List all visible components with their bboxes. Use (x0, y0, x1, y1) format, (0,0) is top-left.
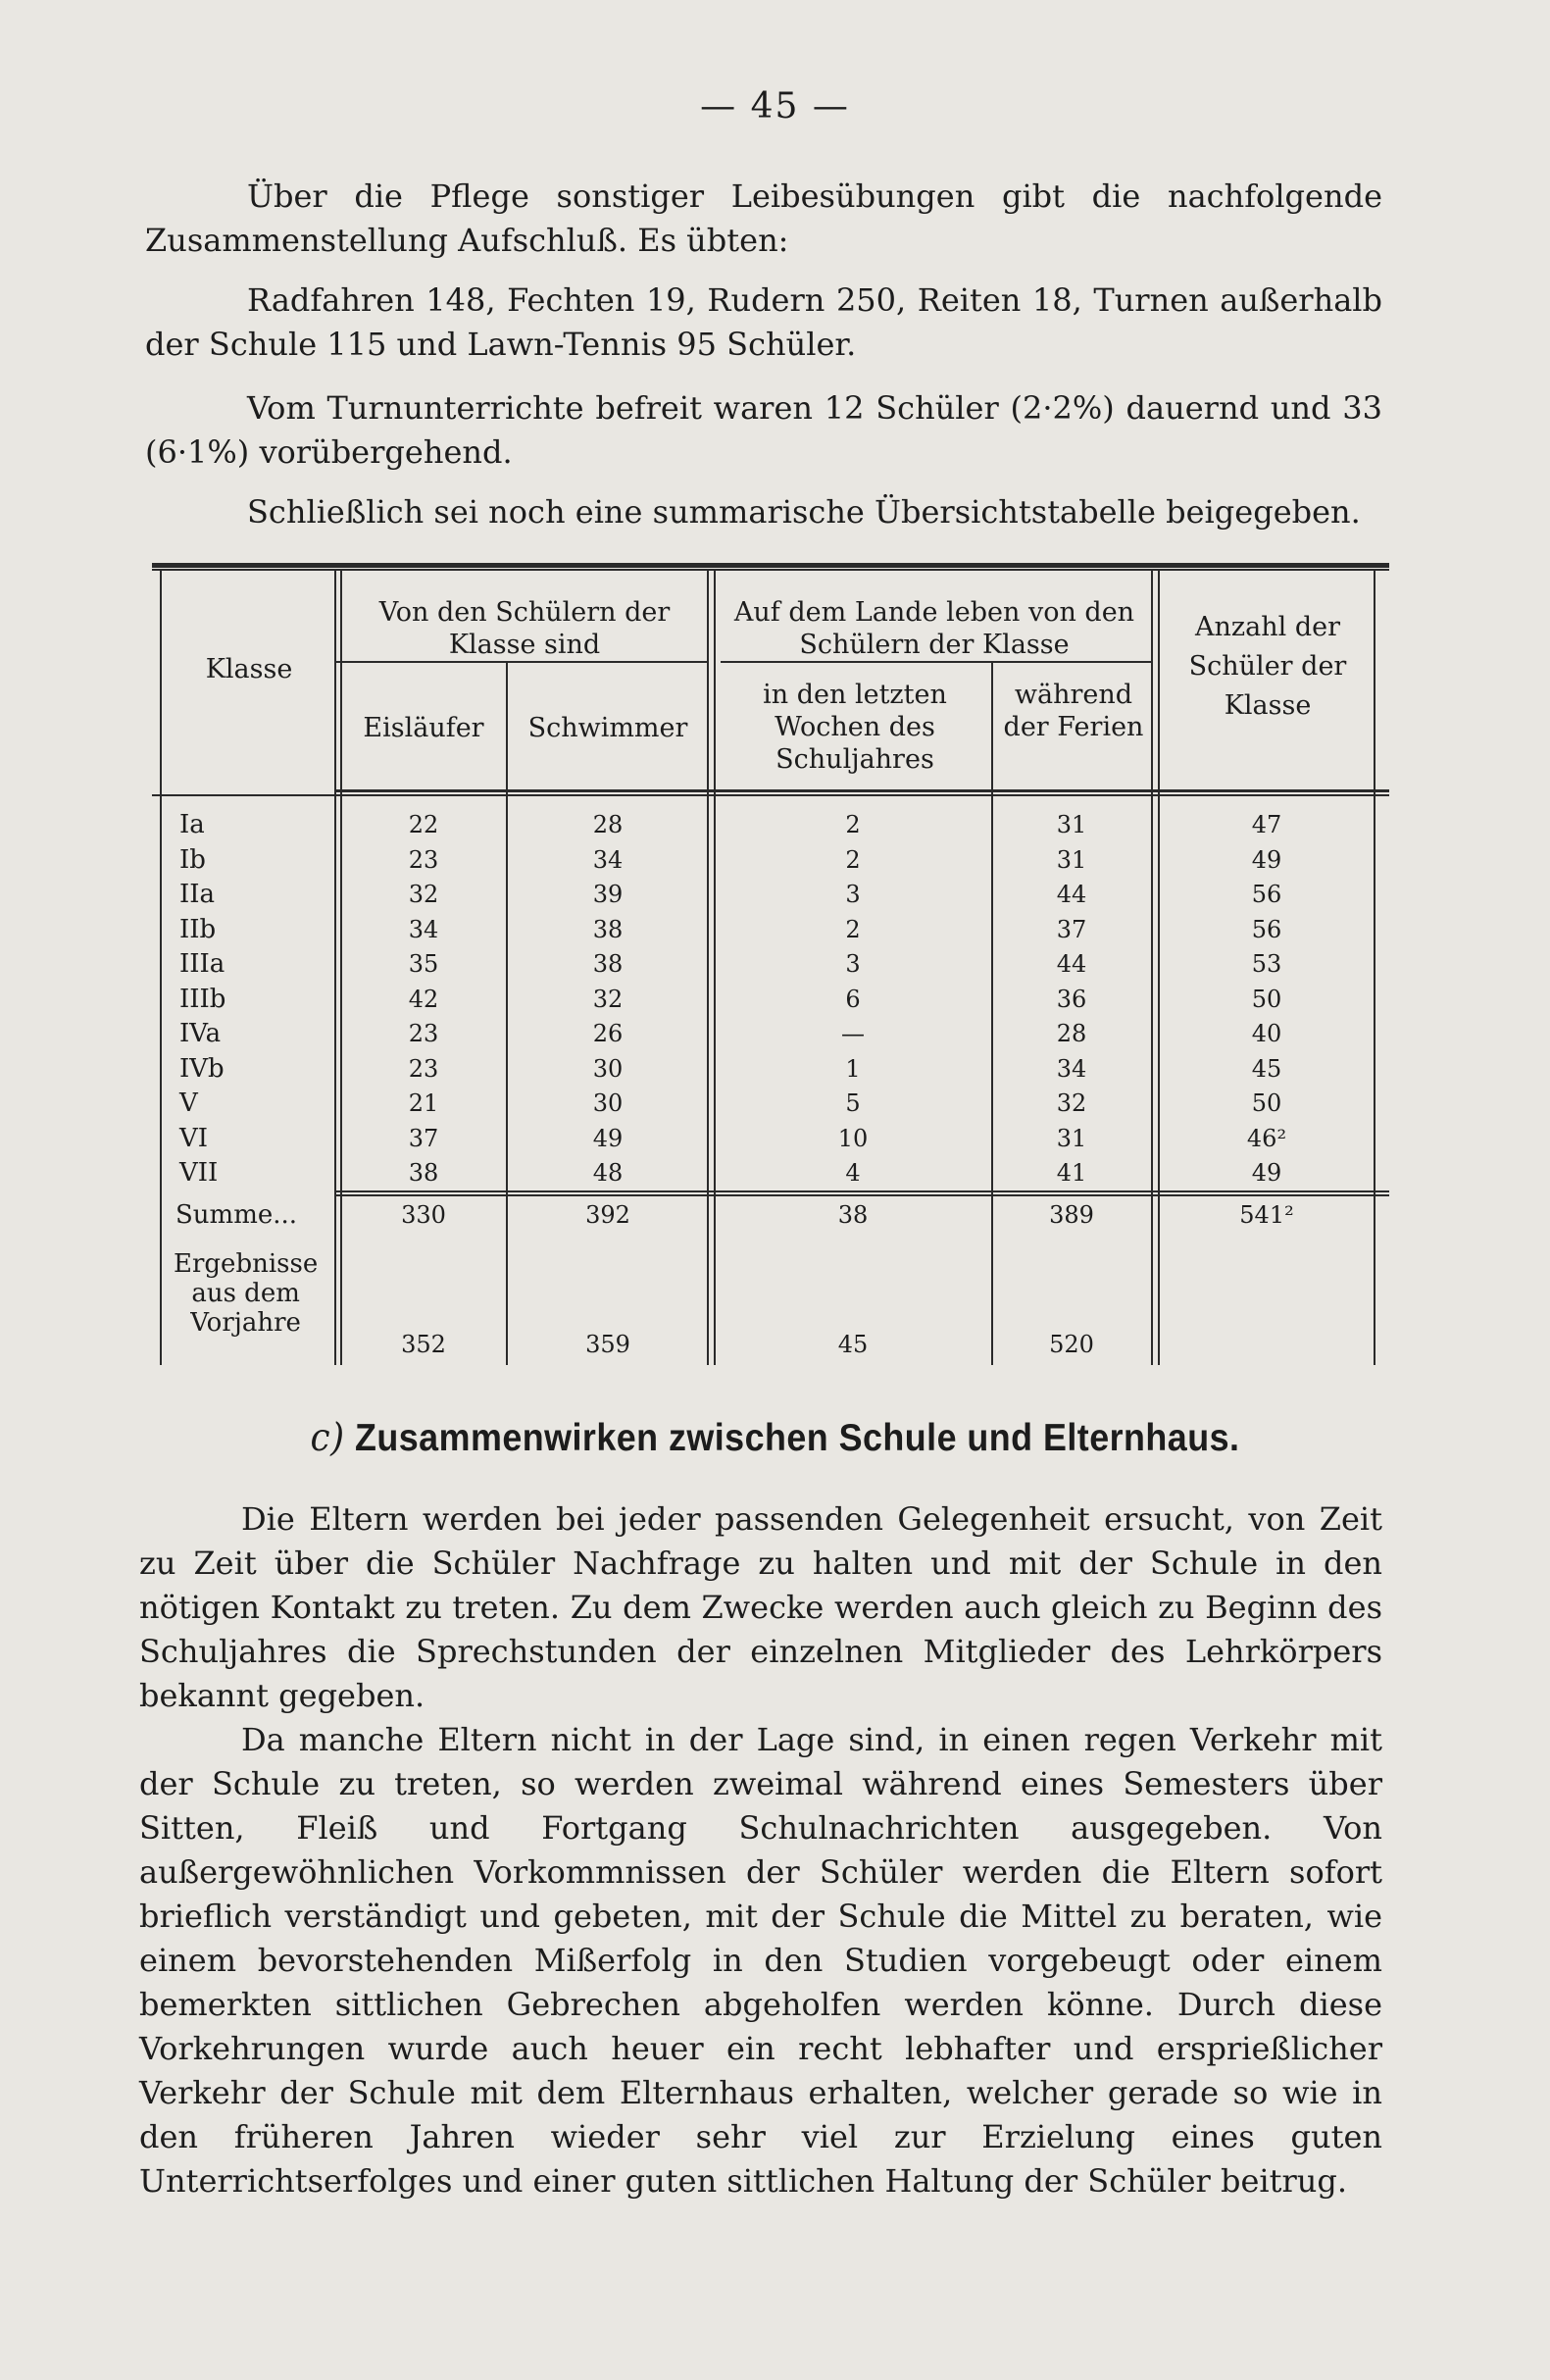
header-group2: Auf dem Lande leben von den Schülern der Klasse (733, 597, 1135, 660)
vorjahr-label-line1: Ergebnisse (174, 1249, 319, 1279)
summe-anzahl: 541² (1239, 1201, 1294, 1229)
cell-schw: 49 (592, 1124, 624, 1152)
paragraph-exempt: Vom Turnunterrichte befreit waren 12 Schüler (2·2%) dauernd und 33 (6·1%) vorübergehend. (145, 389, 1382, 471)
cell-ferien: 34 (1056, 1054, 1087, 1083)
section-heading (62, 1416, 1488, 1460)
cell-klasse: IVa (179, 1019, 222, 1048)
cell-wochen: 5 (845, 1089, 861, 1117)
vorjahr-label (174, 1249, 318, 1338)
table-header-bottom-rule-2 (152, 794, 1389, 796)
cell-schw: 38 (592, 950, 624, 978)
summe-label: Summe... (175, 1200, 298, 1230)
v-line-group1 (707, 571, 709, 1365)
cell-schw: 28 (592, 811, 624, 838)
cell-klasse: IIIb (179, 984, 226, 1014)
cell-klasse: Ia (179, 810, 205, 839)
header-eislaeufer: Eisläufer (363, 713, 484, 743)
cell-wochen: 2 (845, 811, 861, 838)
cell-schw: 39 (592, 881, 624, 908)
cell-anzahl: 56 (1251, 881, 1282, 908)
paragraph-eltern-ersucht: Die Eltern werden bei jeder passenden Gelegenheit ersucht, von Zeit zu Zeit über die Schüler Nachfrage zu halten und mit der Schule in den nötigen Kontakt zu treten. Zu dem Zwecke werden auch gleich zu Beginn des Schuljahres die Sprechstunden der einzelnen Mitglieder des Lehrkörpers bekannt gegeben. (139, 1500, 1382, 1714)
cell-ferien: 44 (1056, 950, 1087, 978)
summe-top-rule-2 (334, 1194, 1389, 1196)
cell-ferien: 32 (1056, 1089, 1087, 1117)
page-number: — 45 — (700, 86, 850, 127)
cell-schw: 30 (592, 1054, 624, 1083)
cell-schw: 48 (592, 1159, 624, 1187)
cell-eis: 37 (408, 1124, 439, 1152)
header-group1: Von den Schülern der Klasse sind (378, 597, 671, 660)
cell-klasse: VI (179, 1123, 209, 1153)
cell-anzahl: 47 (1251, 811, 1282, 838)
cell-ferien: 44 (1056, 881, 1087, 908)
cell-eis: 32 (408, 881, 439, 908)
summary-table (152, 563, 1389, 1367)
table-top-rule (152, 563, 1389, 568)
cell-eis: 23 (408, 1054, 439, 1083)
cell-ferien: 31 (1056, 811, 1087, 838)
cell-eis: 23 (408, 1020, 439, 1047)
cell-eis: 22 (408, 811, 439, 838)
v-line-klasse (334, 571, 336, 1365)
cell-ferien: 41 (1056, 1159, 1087, 1187)
cell-wochen: 10 (837, 1124, 869, 1152)
cell-klasse: IIIa (179, 949, 225, 979)
cell-klasse: IIa (179, 880, 216, 909)
paragraph-intro: Über die Pflege sonstiger Leibesübungen gibt die nachfolgende Zusammenstellung Aufschluß. Es übten: (145, 177, 1382, 259)
cell-wochen: 2 (845, 915, 861, 943)
cell-ferien: 37 (1056, 915, 1087, 943)
cell-wochen: 1 (845, 1054, 861, 1083)
v-line-left (160, 571, 162, 1365)
paragraph-eltern-verkehr: Da manche Eltern nicht in der Lage sind, in einen regen Verkehr mit der Schule zu treten, so werden zweimal während eines Semesters über Sitten, Fleiß und Fortgang Schulnachrichten ausgegeben. Von außergewöhnlichen Vorkommnissen der Schüler werden die Eltern sofort brieflich verständigt und gebeten, mit der Schule die Mittel zu beraten, wie einem bevorstehenden Mißerfolg in den Studien vorgebeugt oder einem bemerkten sittlichen Gebrechen abgeholfen werden könne. Durch diese Vorkehrungen wurde auch heuer ein recht lebhafter und ersprießlicher Verkehr der Schule mit dem Elternhaus erhalten, welcher gerade so wie in den früheren Jahren wieder sehr viel zur Erzielung eines guten Unterrichtserfolges und einer guten sittlichen Haltung der Schüler beitrug. (139, 1721, 1382, 2200)
header-anzahl: Anzahl der Schüler der Klasse (1188, 612, 1347, 721)
cell-wochen: 4 (845, 1159, 861, 1187)
v-line-group2 (1151, 571, 1153, 1365)
cell-wochen: 3 (845, 950, 861, 978)
vorjahr-eis: 352 (401, 1331, 446, 1358)
cell-schw: 30 (592, 1089, 624, 1117)
section-letter: c) (310, 1416, 345, 1460)
cell-anzahl: 50 (1251, 985, 1282, 1013)
group2-sub-rule (721, 661, 1152, 663)
vorjahr-label-line2: aus dem (191, 1279, 300, 1308)
header-letzten-wochen: in den letzten Wochen des Schuljahres (763, 680, 947, 775)
cell-eis: 38 (408, 1159, 439, 1187)
vorjahr-schw: 359 (585, 1331, 630, 1358)
section-title: Zusammenwirken zwischen Schule und Elternhaus. (355, 1417, 1240, 1459)
v-line-wochen (991, 663, 993, 1365)
cell-schw: 32 (592, 985, 624, 1013)
cell-ferien: 36 (1056, 985, 1087, 1013)
cell-anzahl: 49 (1251, 1159, 1282, 1187)
cell-eis: 35 (408, 950, 439, 978)
table-header-bottom-rule (334, 789, 1389, 792)
cell-klasse: Ib (179, 844, 206, 875)
cell-eis: 42 (408, 985, 439, 1013)
header-schwimmer: Schwimmer (527, 713, 688, 743)
cell-ferien: 31 (1056, 845, 1087, 874)
cell-anzahl: 40 (1251, 1020, 1282, 1047)
v-line-right (1374, 571, 1375, 1365)
cell-klasse: V (179, 1089, 198, 1118)
cell-klasse: IVb (179, 1053, 225, 1084)
header-klasse: Klasse (205, 654, 293, 684)
cell-anzahl: 56 (1251, 915, 1282, 943)
summe-eis: 330 (401, 1201, 446, 1229)
vorjahr-label-line3: Vorjahre (190, 1308, 301, 1338)
summe-ferien: 389 (1049, 1201, 1094, 1229)
summe-schw: 392 (585, 1201, 630, 1229)
cell-schw: 26 (592, 1020, 624, 1047)
paragraph-table-intro: Schließlich sei noch eine summarische Übersichtstabelle beigegeben. (247, 493, 1361, 531)
cell-klasse: VII (179, 1158, 219, 1188)
cell-anzahl: 50 (1251, 1089, 1282, 1117)
cell-klasse: IIb (179, 914, 217, 944)
vorjahr-wochen: 45 (837, 1331, 869, 1358)
cell-eis: 21 (408, 1089, 439, 1117)
summe-wochen: 38 (837, 1201, 869, 1229)
group1-sub-rule (334, 661, 707, 663)
summe-top-rule (334, 1190, 1389, 1192)
cell-wochen: — (841, 1020, 865, 1047)
cell-anzahl: 45 (1251, 1054, 1282, 1083)
cell-wochen: 6 (845, 985, 861, 1013)
cell-eis: 23 (408, 845, 439, 874)
cell-anzahl: 46² (1246, 1124, 1287, 1152)
vorjahr-ferien: 520 (1049, 1331, 1094, 1358)
cell-anzahl: 53 (1251, 950, 1282, 978)
cell-wochen: 3 (845, 881, 861, 908)
cell-ferien: 28 (1056, 1020, 1087, 1047)
cell-eis: 34 (408, 915, 439, 943)
cell-schw: 38 (592, 915, 624, 943)
cell-wochen: 2 (845, 845, 861, 874)
table-top-rule-thin (152, 569, 1389, 571)
v-line-eis (506, 663, 508, 1365)
header-ferien: während der Ferien (1003, 680, 1144, 742)
cell-schw: 34 (592, 845, 624, 874)
cell-ferien: 31 (1056, 1124, 1087, 1152)
cell-anzahl: 49 (1251, 845, 1282, 874)
paragraph-sports-list: Radfahren 148, Fechten 19, Rudern 250, Reiten 18, Turnen außerhalb der Schule 115 und Lawn-Tennis 95 Schüler. (145, 281, 1382, 363)
